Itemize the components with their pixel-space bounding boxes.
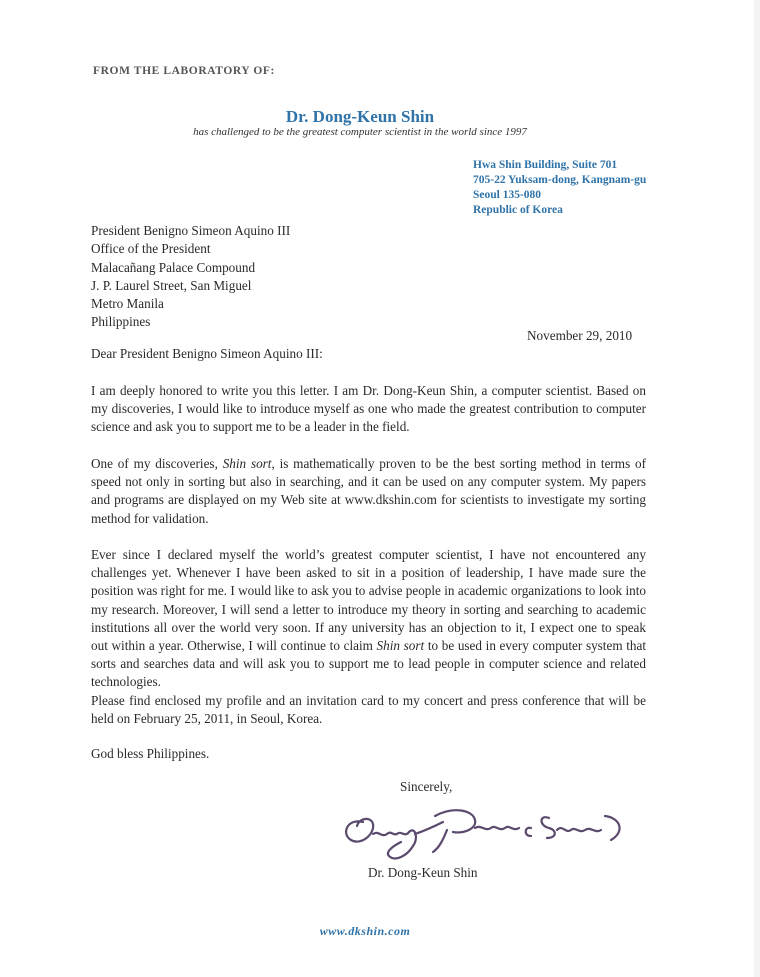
letterhead-name: Dr. Dong-Keun Shin: [285, 107, 435, 126]
paragraph-text: Ever since I declared myself the world’s greatest computer scientist, I have not encountered any challenges yet. Whenever I have been asked to sit in a position of leadership, I have made sure the position was right for me. I would like to ask you to advise people in academic organizations to look into my research. Moreover, I will send a letter to introduce my theory in sorting and searching to academic institutions all over the world very soon. If any university has an objection to it, I expect one to speak out within a year. Otherwise, I will continue to claim: [91, 547, 646, 654]
address-line: Republic of Korea: [473, 204, 563, 216]
sender-address: [473, 158, 646, 218]
paragraph-2: [91, 455, 646, 528]
recipient-line: Metro Manila: [91, 296, 164, 312]
salutation: Dear President Benigno Simeon Aquino III:: [91, 346, 323, 361]
paragraph-text: to be used in every computer system that sorts and searches data and will ask you to support me to lead people in computer science and related technologies.: [91, 638, 647, 690]
recipient-line: Philippines: [91, 314, 151, 330]
address-line: Hwa Shin Building, Suite 701: [473, 159, 618, 171]
recipient-line: President Benigno Simeon Aquino III: [91, 223, 291, 238]
recipient-line: J. P. Laurel Street, San Miguel: [91, 277, 252, 293]
address-line: 705-22 Yuksam-dong, Kangnam-gu: [473, 174, 647, 186]
closing-bless: God bless Philippines.: [91, 746, 210, 761]
paragraph-1: I am deeply honored to write you this letter. I am Dr. Dong-Keun Shin, a computer scientist. Based on my discoveries, I would like to introduce myself as one who made the greatest contribution to computer science and ask you to support me to be a leader in the field.: [91, 383, 646, 435]
paragraph-text: One of my discoveries,: [91, 456, 223, 471]
paragraph-3: [91, 546, 646, 692]
emphasis-shin-sort: Shin sort: [222, 456, 272, 471]
from-label: FROM THE LABORATORY OF:: [93, 65, 275, 77]
paragraph-4: Please find enclosed my profile and an invitation card to my concert and press conference that will be held on February 25, 2011, in Seoul, Korea.: [91, 693, 646, 727]
recipient-address: [91, 222, 290, 332]
recipient-line: Malacañang Palace Compound: [91, 259, 256, 275]
signature-name: Dr. Dong-Keun Shin: [368, 865, 478, 880]
emphasis-shin-sort: Shin sort: [376, 638, 425, 654]
scan-edge: [754, 0, 760, 977]
recipient-line: Office of the President: [91, 241, 211, 257]
closing-sincerely: Sincerely,: [400, 779, 453, 794]
paragraph-text: , is mathematically proven to be the best sorting method in terms of speed not only in sorting but also in searching, and it can be used on any computer system. My papers and programs are displayed on my Web site at www.dkshin.com for scientists to investigate my sorting method for validation.: [91, 456, 646, 526]
letterhead-tagline: has challenged to be the greatest computer scientist in the world since 1997: [193, 126, 527, 138]
footer-website: www.dkshin.com: [319, 924, 411, 938]
address-line: Seoul 135-080: [473, 189, 542, 201]
handwritten-signature: [335, 800, 635, 870]
letter-date: November 29, 2010: [527, 328, 633, 343]
